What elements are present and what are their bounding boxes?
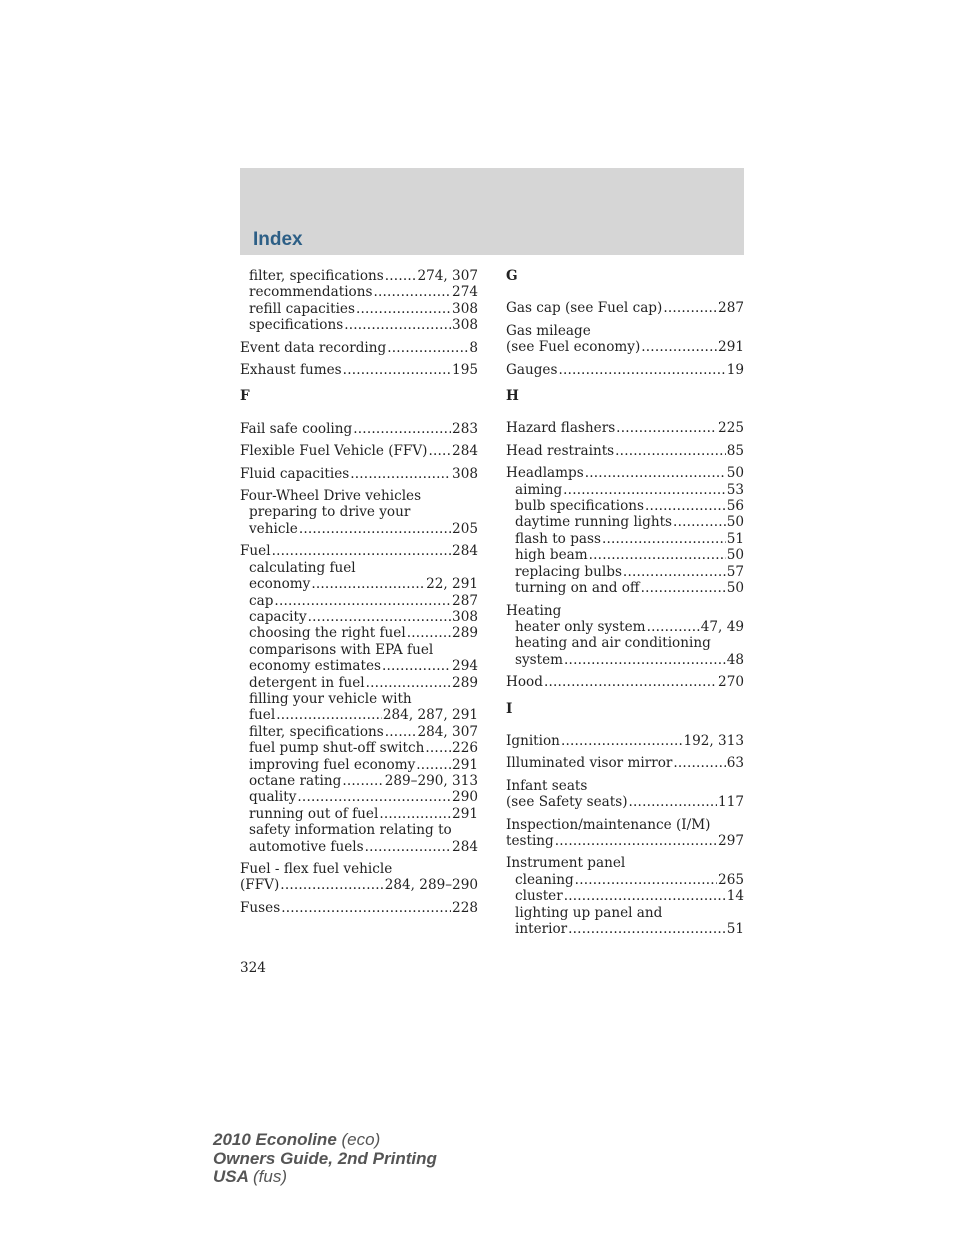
index-subentry: bulb specifications ..... 56: [506, 498, 744, 514]
index-entry: (FFV) ..... 284, 289–290: [240, 877, 478, 893]
index-subentry: improving fuel economy ..... 291: [240, 757, 478, 773]
index-subentry: heating and air conditioning: [515, 635, 711, 652]
index-subentry: specifications ..... 308: [240, 317, 478, 333]
index-subentry: cluster ..... 14: [506, 888, 744, 904]
index-subentry: economy ..... 22, 291: [240, 576, 478, 592]
index-subentry: choosing the right fuel ..... 289: [240, 625, 478, 641]
index-entry: Gas cap (see Fuel cap) ..... 287: [506, 300, 744, 316]
index-subentry: automotive fuels ..... 284: [240, 839, 478, 855]
index-entry: Event data recording ..... 8: [240, 340, 478, 356]
index-subentry: detergent in fuel ..... 289: [240, 675, 478, 691]
index-subentry: preparing to drive your: [249, 504, 411, 521]
index-entry: Fuel ..... 284: [240, 543, 478, 559]
index-entry: (see Safety seats) ..... 117: [506, 794, 744, 810]
index-entry: Gauges ..... 19: [506, 362, 744, 378]
index-entry: Instrument panel: [506, 855, 626, 872]
index-subentry: fuel ..... 284, 287, 291: [240, 707, 478, 723]
index-subentry: recommendations ..... 274: [240, 284, 478, 300]
footer-line-2: Owners Guide, 2nd Printing: [213, 1148, 437, 1168]
index-entry: Headlamps ..... 50: [506, 465, 744, 481]
header-bar: [240, 168, 744, 255]
footer-line-1: 2010 Econoline (eco): [213, 1130, 381, 1149]
index-subentry: safety information relating to: [249, 822, 452, 839]
section-letter: H: [506, 388, 519, 405]
index-subentry: filter, specifications ..... 284, 307: [240, 724, 478, 740]
index-entry: Head restraints ..... 85: [506, 443, 744, 459]
index-subentry: replacing bulbs ..... 57: [506, 564, 744, 580]
section-letter: F: [240, 388, 250, 405]
index-entry: Exhaust fumes ..... 195: [240, 362, 478, 378]
index-entry: Fluid capacities ..... 308: [240, 466, 478, 482]
page-title: Index: [253, 229, 303, 250]
index-entry: Four-Wheel Drive vehicles: [240, 488, 422, 505]
index-subentry: vehicle ..... 205: [240, 521, 478, 537]
index-subentry: aiming ..... 53: [506, 482, 744, 498]
index-subentry: high beam ..... 50: [506, 547, 744, 563]
index-subentry: cleaning ..... 265: [506, 872, 744, 888]
index-column-left: [240, 268, 478, 916]
index-entry: Ignition ..... 192, 313: [506, 733, 744, 749]
index-subentry: lighting up panel and: [515, 904, 663, 921]
index-subentry: refill capacities ..... 308: [240, 301, 478, 317]
index-subentry: octane rating ..... 289–290, 313: [240, 773, 478, 789]
index-subentry: capacity ..... 308: [240, 609, 478, 625]
index-subentry: filling your vehicle with: [249, 690, 412, 707]
index-subentry: cap ..... 287: [240, 593, 478, 609]
index-entry: Fail safe cooling ..... 283: [240, 421, 478, 437]
index-entry: (see Fuel economy) ..... 291: [506, 339, 744, 355]
index-entry: Hood ..... 270: [506, 674, 744, 690]
index-subentry: interior ..... 51: [506, 921, 744, 937]
index-subentry: flash to pass ..... 51: [506, 531, 744, 547]
index-subentry: daytime running lights ..... 50: [506, 514, 744, 530]
index-entry: Heating: [506, 602, 562, 619]
index-subentry: economy estimates ..... 294: [240, 658, 478, 674]
index-subentry: calculating fuel: [249, 559, 356, 576]
index-entry: Gas mileage: [506, 322, 591, 339]
index-subentry: comparisons with EPA fuel: [249, 641, 434, 658]
footer: [213, 1131, 437, 1187]
index-subentry: system ..... 48: [506, 652, 744, 668]
index-entry: Illuminated visor mirror ..... 63: [506, 755, 744, 771]
index-entry: Hazard flashers ..... 225: [506, 420, 744, 436]
index-entry: Fuses ..... 228: [240, 900, 478, 916]
index-subentry: fuel pump shut-off switch ..... 226: [240, 740, 478, 756]
index-subentry: heater only system ..... 47, 49: [506, 619, 744, 635]
section-letter: G: [506, 268, 518, 284]
index-column-right: [506, 268, 744, 937]
index-entry: Inspection/maintenance (I/M): [506, 816, 711, 833]
index-entry: Infant seats: [506, 777, 588, 794]
index-entry: Flexible Fuel Vehicle (FFV) ..... 284: [240, 443, 478, 459]
index-subentry: quality ..... 290: [240, 789, 478, 805]
index-subentry: turning on and off ..... 50: [506, 580, 744, 596]
index-entry: Fuel - flex fuel vehicle: [240, 861, 393, 877]
page-number: 324: [240, 960, 266, 976]
footer-line-3: USA (fus): [213, 1167, 287, 1186]
section-letter: I: [506, 700, 513, 717]
index-entry: testing ..... 297: [506, 833, 744, 849]
index-subentry: running out of fuel ..... 291: [240, 806, 478, 822]
index-subentry: filter, specifications ..... 274, 307: [240, 268, 478, 284]
